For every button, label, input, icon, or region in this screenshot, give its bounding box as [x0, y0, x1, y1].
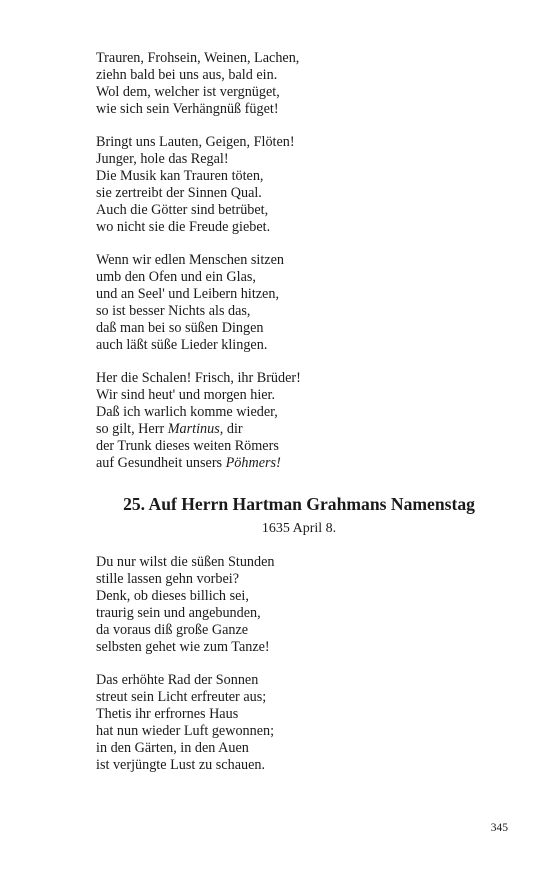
verse-line: [96, 202, 295, 219]
verse-text: auf Gesundheit unsers: [96, 455, 226, 471]
verse-text: Wir sind heut' und morgen hier.: [96, 387, 276, 403]
verse-text: Trauren, Frohsein, Weinen, Lachen,: [96, 50, 300, 66]
verse-line: [96, 672, 274, 689]
verse-text: Bringt uns Lauten, Geigen, Flöten!: [96, 134, 295, 150]
verse-line: [96, 757, 274, 774]
verse-text: ist verjüngte Lust zu schauen.: [96, 757, 266, 773]
verse-line: [96, 622, 275, 639]
verse-text: streut sein Licht erfreuter aus;: [96, 689, 267, 705]
verse-text: Die Musik kan Trauren töten,: [96, 168, 264, 184]
italic-text: Pöhmers!: [225, 455, 281, 471]
verse-line: [96, 588, 275, 605]
verse-text: traurig sein und angebunden,: [96, 605, 261, 621]
verse-line: [96, 455, 301, 472]
verse-text: Wenn wir edlen Menschen sitzen: [96, 252, 284, 268]
verse-text: wie sich sein Verhängnüß füget!: [96, 101, 279, 117]
stanza: [96, 50, 299, 118]
stanza: [96, 134, 295, 236]
verse-text: Junger, hole das Regal!: [96, 151, 229, 167]
verse-line: [96, 337, 284, 354]
verse-text: wo nicht sie die Freude giebet.: [96, 219, 271, 235]
verse-text: Thetis ihr erfrornes Haus: [96, 706, 239, 722]
verse-text: Auch die Götter sind betrübet,: [96, 202, 269, 218]
verse-line: [96, 84, 299, 101]
verse-line: [96, 438, 301, 455]
verse-text: und an Seel' und Leibern hitzen,: [96, 286, 279, 302]
verse-line: [96, 639, 275, 656]
verse-line: [96, 421, 301, 438]
verse-line: [96, 706, 274, 723]
verse-line: [96, 219, 295, 236]
verse-line: [96, 740, 274, 757]
verse-line: [96, 151, 295, 168]
verse-line: [96, 723, 274, 740]
verse-line: [96, 168, 295, 185]
stanza: [96, 554, 275, 656]
verse-text: in den Gärten, in den Auen: [96, 740, 249, 756]
verse-text: Du nur wilst die süßen Stunden: [96, 554, 275, 570]
verse-text: auch läßt süße Lieder klingen.: [96, 337, 268, 353]
verse-line: [96, 252, 284, 269]
verse-line: [96, 303, 284, 320]
verse-line: [96, 269, 284, 286]
verse-line: [96, 50, 299, 67]
verse-text: hat nun wieder Luft gewonnen;: [96, 723, 275, 739]
stanza: [96, 672, 274, 774]
verse-text: der Trunk dieses weiten Römers: [96, 438, 279, 454]
poem-title: 25. Auf Herrn Hartman Grahmans Namenstag: [123, 494, 475, 514]
verse-text: sie zertreibt der Sinnen Qual.: [96, 185, 262, 201]
verse-text: Her die Schalen! Frisch, ihr Brüder!: [96, 370, 301, 386]
verse-line: [96, 185, 295, 202]
verse-line: [96, 404, 301, 421]
verse-line: [96, 286, 284, 303]
stanza: [96, 252, 284, 354]
verse-line: [96, 67, 299, 84]
verse-line: [96, 605, 275, 622]
verse-text: so ist besser Nichts als das,: [96, 303, 251, 319]
verse-line: [96, 689, 274, 706]
italic-text: Martinus,: [167, 421, 224, 437]
verse-text: Denk, ob dieses billich sei,: [96, 588, 249, 604]
verse-line: [96, 320, 284, 337]
verse-line: [96, 571, 275, 588]
verse-line: [96, 554, 275, 571]
verse-text: da voraus diß große Ganze: [96, 622, 249, 638]
stanza: [96, 370, 301, 472]
verse-text: umb den Ofen und ein Glas,: [96, 269, 256, 285]
page-number: 345: [490, 822, 508, 834]
verse-text: Daß ich warlich komme wieder,: [96, 404, 278, 420]
verse-text: dir: [223, 421, 243, 437]
verse-text: stille lassen gehn vorbei?: [96, 571, 240, 587]
verse-text: so gilt, Herr: [96, 421, 168, 437]
verse-line: [96, 387, 301, 404]
verse-text: ziehn bald bei uns aus, bald ein.: [96, 67, 278, 83]
verse-text: Das erhöhte Rad der Sonnen: [96, 672, 259, 688]
verse-line: [96, 134, 295, 151]
verse-text: daß man bei so süßen Dingen: [96, 320, 264, 336]
poem-date: 1635 April 8.: [261, 521, 337, 536]
verse-text: Wol dem, welcher ist vergnüget,: [96, 84, 280, 100]
verse-line: [96, 370, 301, 387]
verse-text: selbsten gehet wie zum Tanze!: [96, 639, 270, 655]
verse-line: [96, 101, 299, 118]
